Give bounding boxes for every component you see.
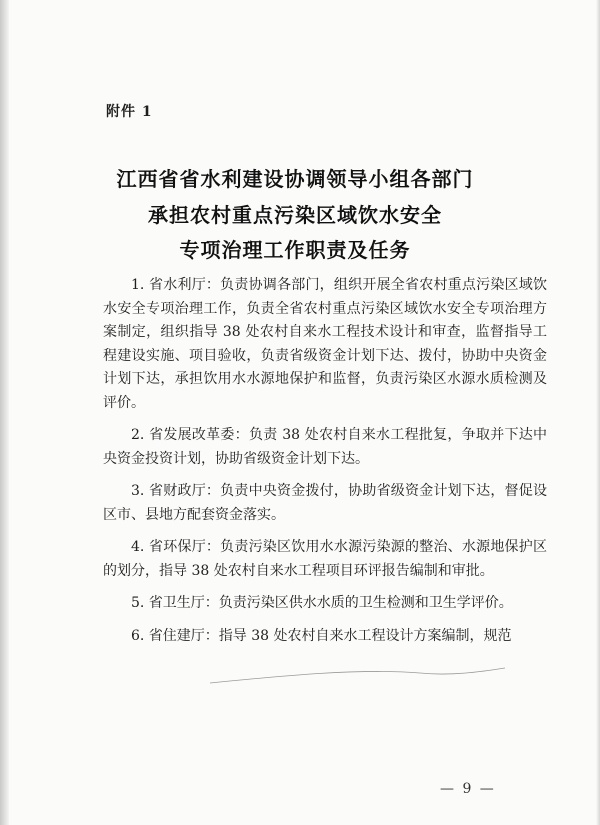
- paragraph-water-resources: 1. 省水利厅：负责协调各部门，组织开展全省农村重点污染区域饮水安全专项治理工作，负责全省农村重点污染区域饮水安全专项治理方案制定，组织指导 38 处农村自来水工程技术设计和审查，监督指导工程建设实施、项目验收，负责省级资金计划下达、拨付，协助中央资金计划下达，承担饮用水水源地保护和监督，负责污染区水源水质检测及评价。: [103, 277, 547, 411]
- page-number: — 9 —: [440, 781, 496, 797]
- paragraph-finance: 3. 省财政厅：负责中央资金拨付，协助省级资金计划下达，督促设区市、县地方配套资金落实。: [103, 483, 547, 523]
- title-line-2: 承担农村重点污染区域饮水安全: [148, 203, 442, 227]
- paragraph-housing-construction: 6. 省住建厅：指导 38 处农村自来水工程设计方案编制，规范: [131, 627, 512, 644]
- paragraph-environment: 4. 省环保厅：负责污染区饮用水水源污染源的整治、水源地保护区的划分，指导 38 处农村自来水工程项目环评报告编制和审批。: [103, 539, 547, 579]
- attachment-label: 附件 1: [106, 104, 153, 120]
- paragraph-health: 5. 省卫生厅：负责污染区供水水质的卫生检测和卫生学评价。: [131, 595, 513, 611]
- title-line-1: 江西省省水利建设协调领导小组各部门: [116, 167, 474, 191]
- title-line-3: 专项治理工作职责及任务: [179, 238, 411, 262]
- paragraph-development-reform: 2. 省发展改革委：负责 38 处农村自来水工程批复，争取并下达中央资金投资计划，协助省级资金计划下达。: [103, 427, 547, 467]
